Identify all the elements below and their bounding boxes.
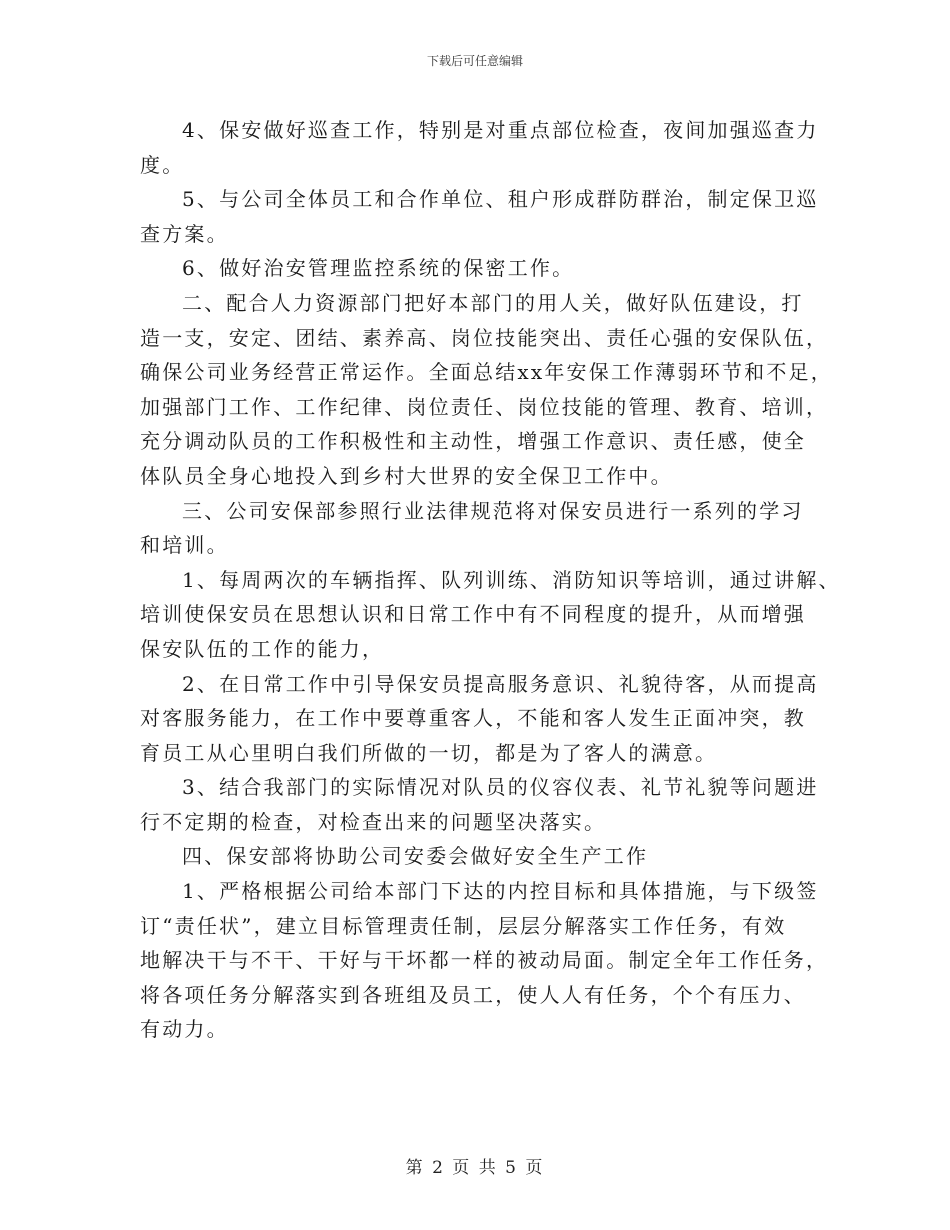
text-line: 加强部门工作、工作纪律、岗位责任、岗位技能的管理、教育、培训， bbox=[140, 394, 829, 419]
text-line: 有动力。 bbox=[140, 1017, 229, 1042]
text-line: 度。 bbox=[140, 152, 185, 177]
document-body bbox=[140, 113, 841, 1047]
text-line: 4、保安做好巡查工作，特别是对重点部位检查，夜间加强巡查力 bbox=[182, 118, 819, 142]
text-line: 四、保安部将协助公司安委会做好安全生产工作 bbox=[182, 844, 649, 869]
text-line: 3、结合我部门的实际情况对队员的仪容仪表、礼节礼貌等问题进 bbox=[182, 775, 819, 800]
text-line: 培训使保安员在思想认识和日常工作中有不同程度的提升，从而增强 bbox=[140, 602, 806, 627]
text-line: 二、配合人力资源部门把好本部门的用人关，做好队伍建设，打 bbox=[182, 290, 804, 315]
page-number-footer: 第 2 页 共 5 页 bbox=[405, 1158, 545, 1178]
text-line: 1、严格根据公司给本部门下达的内控目标和具体措施，与下级签 bbox=[182, 879, 819, 904]
text-line: 订“责任状”，建立目标管理责任制，层层分解落实工作任务，有效 bbox=[140, 913, 787, 938]
text-line: 将各项任务分解落实到各班组及员工，使人人有任务，个个有压力、 bbox=[140, 982, 806, 1007]
text-line: 三、公司安保部参照行业法律规范将对保安员进行一系列的学习 bbox=[182, 498, 804, 523]
text-line: 5、与公司全体员工和合作单位、租户形成群防群治，制定保卫巡 bbox=[182, 187, 819, 212]
text-line: 行不定期的检查，对检查出来的问题坚决落实。 bbox=[140, 809, 607, 834]
text-line: 和培训。 bbox=[140, 533, 229, 558]
text-line: 育员工从心里明白我们所做的一切，都是为了客人的满意。 bbox=[140, 740, 718, 765]
text-line: 2、在日常工作中引导保安员提高服务意识、礼貌待客，从而提高 bbox=[182, 671, 819, 696]
text-line: 地解决干与不干、干好与干坏都一样的被动局面。制定全年工作任务， bbox=[140, 948, 829, 973]
text-line: 1、每周两次的车辆指挥、队列训练、消防知识等培训，通过讲解、 bbox=[182, 567, 841, 592]
text-line: 对客服务能力，在工作中要尊重客人，不能和客人发生正面冲突，教 bbox=[140, 706, 806, 731]
text-line: 充分调动队员的工作积极性和主动性，增强工作意识、责任感，使全 bbox=[140, 429, 806, 454]
text-line: 造一支，安定、团结、素养高、岗位技能突出、责任心强的安保队伍， bbox=[140, 325, 829, 350]
text-line: 体队员全身心地投入到乡村大世界的安全保卫工作中。 bbox=[140, 463, 673, 488]
text-line: 查方案。 bbox=[140, 221, 229, 246]
text-line: 保安队伍的工作的能力， bbox=[140, 636, 385, 661]
page-header: 下载后可任意编辑 bbox=[426, 54, 523, 68]
text-line: 6、做好治安管理监控系统的保密工作。 bbox=[182, 256, 575, 281]
text-line: 确保公司业务经营正常运作。全面总结xx年安保工作薄弱环节和不足， bbox=[140, 360, 833, 385]
